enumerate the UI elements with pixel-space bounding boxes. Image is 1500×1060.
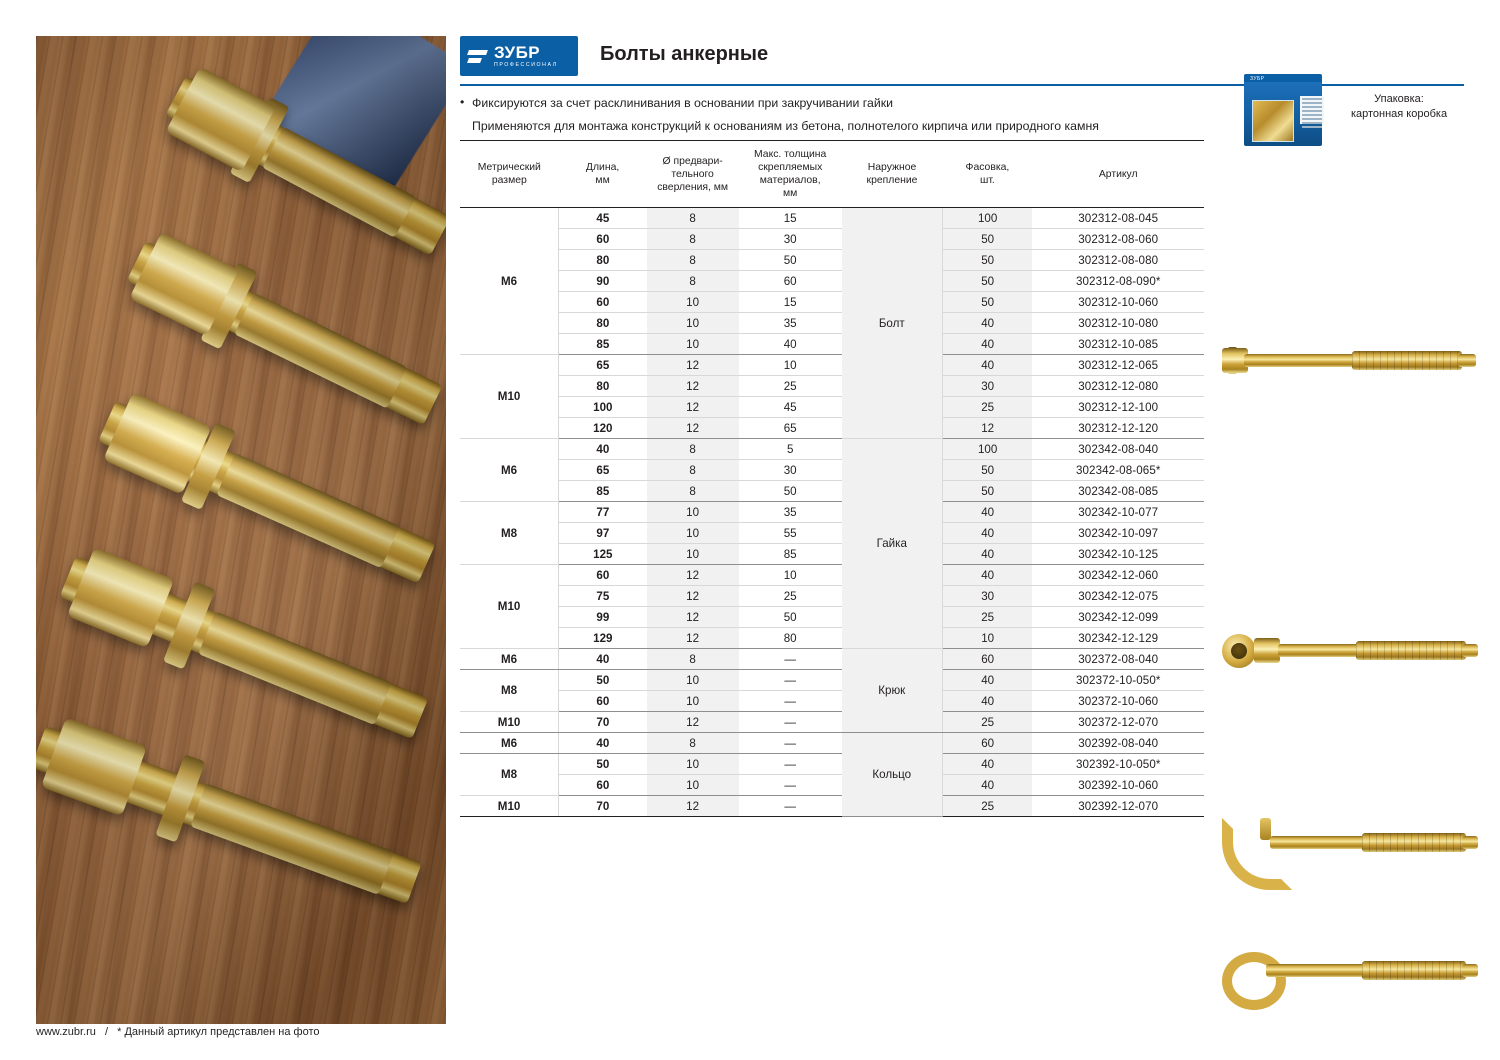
cell-pack-qty: 100 <box>942 439 1032 460</box>
cell-metric-size: M6 <box>460 208 559 355</box>
cell-pack-qty: 30 <box>942 586 1032 607</box>
cell-article: 302312-08-060 <box>1032 229 1204 250</box>
table-header-row <box>460 141 1204 208</box>
cell-drill-diameter: 10 <box>647 691 739 712</box>
cell-article: 302342-10-077 <box>1032 502 1204 523</box>
cell-pack-qty: 25 <box>942 796 1032 817</box>
cell-length: 75 <box>559 586 647 607</box>
table-row <box>460 292 1204 313</box>
col-article: Артикул <box>1032 141 1204 208</box>
cell-article: 302312-12-100 <box>1032 397 1204 418</box>
cell-drill-diameter: 12 <box>647 607 739 628</box>
cell-drill-diameter: 10 <box>647 544 739 565</box>
cell-length: 65 <box>559 355 647 376</box>
page-title: Болты анкерные <box>600 43 769 65</box>
cell-metric-size: M6 <box>460 733 559 754</box>
cell-drill-diameter: 12 <box>647 796 739 817</box>
cell-max-thickness: — <box>739 775 842 796</box>
cell-attachment-type: Гайка <box>842 439 943 649</box>
cell-metric-size: M6 <box>460 439 559 502</box>
cell-drill-diameter: 12 <box>647 355 739 376</box>
package-note <box>1334 92 1464 122</box>
cell-article: 302342-08-040 <box>1032 439 1204 460</box>
table-row <box>460 376 1204 397</box>
package-note-line-1: Упаковка: <box>1374 93 1424 105</box>
cell-length: 125 <box>559 544 647 565</box>
specification-table <box>460 140 1204 817</box>
cell-length: 100 <box>559 397 647 418</box>
cell-pack-qty: 50 <box>942 292 1032 313</box>
cell-max-thickness: 50 <box>739 607 842 628</box>
cell-drill-diameter: 12 <box>647 565 739 586</box>
cell-max-thickness: 40 <box>739 334 842 355</box>
cell-metric-size: M10 <box>460 355 559 439</box>
cell-drill-diameter: 12 <box>647 376 739 397</box>
cell-max-thickness: 15 <box>739 292 842 313</box>
cell-pack-qty: 40 <box>942 523 1032 544</box>
cell-pack-qty: 50 <box>942 460 1032 481</box>
cell-max-thickness: 50 <box>739 481 842 502</box>
product-image-bolt-nut <box>1222 620 1480 680</box>
cell-length: 45 <box>559 208 647 229</box>
cell-max-thickness: 60 <box>739 271 842 292</box>
cell-max-thickness: — <box>739 712 842 733</box>
cell-article: 302312-12-080 <box>1032 376 1204 397</box>
table-row <box>460 481 1204 502</box>
cell-pack-qty: 25 <box>942 712 1032 733</box>
cell-metric-size: M8 <box>460 502 559 565</box>
table-row <box>460 544 1204 565</box>
cell-drill-diameter: 12 <box>647 397 739 418</box>
brand-name: ЗУБР <box>494 42 541 62</box>
table-row <box>460 607 1204 628</box>
cell-max-thickness: 30 <box>739 460 842 481</box>
table-row <box>460 334 1204 355</box>
cell-max-thickness: 35 <box>739 313 842 334</box>
cell-drill-diameter: 10 <box>647 523 739 544</box>
cell-max-thickness: 10 <box>739 565 842 586</box>
cell-drill-diameter: 8 <box>647 733 739 754</box>
cell-metric-size: M10 <box>460 712 559 733</box>
cell-article: 302342-12-129 <box>1032 628 1204 649</box>
cell-drill-diameter: 12 <box>647 712 739 733</box>
cell-drill-diameter: 10 <box>647 334 739 355</box>
cell-max-thickness: — <box>739 649 842 670</box>
cell-max-thickness: 55 <box>739 523 842 544</box>
cell-max-thickness: 35 <box>739 502 842 523</box>
zubr-mark-icon <box>466 44 490 68</box>
cell-drill-diameter: 8 <box>647 481 739 502</box>
cell-pack-qty: 40 <box>942 544 1032 565</box>
table-row <box>460 355 1204 376</box>
cell-article: 302342-08-065* <box>1032 460 1204 481</box>
cell-length: 60 <box>559 691 647 712</box>
product-image-bolt-ring <box>1222 940 1480 1000</box>
table-row <box>460 418 1204 439</box>
table-row <box>460 250 1204 271</box>
cell-article: 302372-10-050* <box>1032 670 1204 691</box>
cell-pack-qty: 50 <box>942 481 1032 502</box>
description-bullet-1: • Фиксируются за счет расклинивания в основании при закручивании гайки <box>460 94 1330 113</box>
cell-drill-diameter: 12 <box>647 418 739 439</box>
cell-pack-qty: 60 <box>942 733 1032 754</box>
cell-metric-size: M6 <box>460 649 559 670</box>
cell-pack-qty: 40 <box>942 502 1032 523</box>
cell-length: 40 <box>559 733 647 754</box>
cell-max-thickness: 85 <box>739 544 842 565</box>
cell-max-thickness: — <box>739 691 842 712</box>
cell-length: 60 <box>559 565 647 586</box>
footer-separator: / <box>104 1026 109 1038</box>
cell-max-thickness: 50 <box>739 250 842 271</box>
cell-max-thickness: — <box>739 796 842 817</box>
col-attachment: Наружное крепление <box>842 141 943 208</box>
cell-pack-qty: 50 <box>942 229 1032 250</box>
col-metric-size: Метрический размер <box>460 141 559 208</box>
cell-metric-size: M8 <box>460 754 559 796</box>
cell-length: 50 <box>559 670 647 691</box>
cell-length: 70 <box>559 796 647 817</box>
cell-pack-qty: 40 <box>942 355 1032 376</box>
table-row <box>460 502 1204 523</box>
cell-article: 302372-12-070 <box>1032 712 1204 733</box>
cell-article: 302312-10-085 <box>1032 334 1204 355</box>
cell-max-thickness: 15 <box>739 208 842 229</box>
table-row <box>460 691 1204 712</box>
footer-website[interactable]: www.zubr.ru <box>36 1026 96 1038</box>
cell-metric-size: M8 <box>460 670 559 712</box>
cell-length: 80 <box>559 313 647 334</box>
cell-max-thickness: 25 <box>739 376 842 397</box>
cell-article: 302392-10-060 <box>1032 775 1204 796</box>
cell-drill-diameter: 8 <box>647 250 739 271</box>
cell-pack-qty: 40 <box>942 670 1032 691</box>
cell-pack-qty: 40 <box>942 334 1032 355</box>
table-row <box>460 565 1204 586</box>
col-max-thickness: Макс. толщина скрепляемых материалов, мм <box>739 141 842 208</box>
table-row <box>460 649 1204 670</box>
product-photo <box>36 36 446 1024</box>
cell-drill-diameter: 12 <box>647 628 739 649</box>
cell-pack-qty: 25 <box>942 607 1032 628</box>
cell-article: 302392-12-070 <box>1032 796 1204 817</box>
cell-length: 50 <box>559 754 647 775</box>
cell-pack-qty: 60 <box>942 649 1032 670</box>
col-length: Длина, мм <box>559 141 647 208</box>
cell-article: 302342-12-060 <box>1032 565 1204 586</box>
table-row <box>460 460 1204 481</box>
description-block <box>460 94 1330 136</box>
cell-attachment-type: Болт <box>842 208 943 439</box>
table-row <box>460 271 1204 292</box>
package-note-line-2: картонная коробка <box>1350 107 1448 120</box>
cell-article: 302312-12-120 <box>1032 418 1204 439</box>
cell-article: 302342-12-075 <box>1032 586 1204 607</box>
cell-max-thickness: 10 <box>739 355 842 376</box>
table-row <box>460 796 1204 817</box>
cell-pack-qty: 10 <box>942 628 1032 649</box>
cell-max-thickness: 30 <box>739 229 842 250</box>
cell-length: 65 <box>559 460 647 481</box>
cell-pack-qty: 40 <box>942 565 1032 586</box>
cell-drill-diameter: 8 <box>647 460 739 481</box>
cell-length: 70 <box>559 712 647 733</box>
cell-metric-size: M10 <box>460 796 559 817</box>
cell-article: 302312-08-080 <box>1032 250 1204 271</box>
cell-drill-diameter: 10 <box>647 313 739 334</box>
col-drill-diameter: Ø предвари- тельного сверления, мм <box>647 141 739 208</box>
cell-attachment-type: Крюк <box>842 649 943 733</box>
cell-max-thickness: 25 <box>739 586 842 607</box>
cell-pack-qty: 25 <box>942 397 1032 418</box>
table-row <box>460 670 1204 691</box>
cell-pack-qty: 40 <box>942 775 1032 796</box>
cell-length: 80 <box>559 376 647 397</box>
cell-length: 99 <box>559 607 647 628</box>
cell-max-thickness: 5 <box>739 439 842 460</box>
cell-length: 97 <box>559 523 647 544</box>
cell-max-thickness: — <box>739 733 842 754</box>
cell-article: 302312-10-080 <box>1032 313 1204 334</box>
cell-length: 129 <box>559 628 647 649</box>
table-row <box>460 712 1204 733</box>
cell-max-thickness: 45 <box>739 397 842 418</box>
product-image-bolt-hex <box>1222 330 1480 390</box>
table-row <box>460 523 1204 544</box>
cell-article: 302342-10-125 <box>1032 544 1204 565</box>
table-row <box>460 439 1204 460</box>
cell-article: 302392-08-040 <box>1032 733 1204 754</box>
table-row <box>460 397 1204 418</box>
cell-pack-qty: 40 <box>942 691 1032 712</box>
cell-drill-diameter: 12 <box>647 586 739 607</box>
cell-article: 302342-12-099 <box>1032 607 1204 628</box>
cell-pack-qty: 50 <box>942 271 1032 292</box>
cell-drill-diameter: 8 <box>647 271 739 292</box>
table-row <box>460 208 1204 229</box>
cell-length: 40 <box>559 649 647 670</box>
cell-article: 302342-10-097 <box>1032 523 1204 544</box>
cell-article: 302312-10-060 <box>1032 292 1204 313</box>
table-row <box>460 313 1204 334</box>
cell-max-thickness: 80 <box>739 628 842 649</box>
cell-pack-qty: 40 <box>942 754 1032 775</box>
cell-article: 302312-12-065 <box>1032 355 1204 376</box>
cell-article: 302392-10-050* <box>1032 754 1204 775</box>
cell-max-thickness: — <box>739 670 842 691</box>
description-line-2: Применяются для монтажа конструкций к основаниям из бетона, полнотелого кирпича или природного камня <box>472 119 1099 134</box>
cell-length: 120 <box>559 418 647 439</box>
cell-pack-qty: 100 <box>942 208 1032 229</box>
package-brand-label: ЗУБР <box>1250 76 1265 82</box>
footer <box>36 1026 319 1038</box>
cell-drill-diameter: 10 <box>647 754 739 775</box>
cell-attachment-type: Кольцо <box>842 733 943 817</box>
cell-drill-diameter: 8 <box>647 208 739 229</box>
cell-length: 85 <box>559 481 647 502</box>
table-row <box>460 733 1204 754</box>
cell-drill-diameter: 8 <box>647 439 739 460</box>
cell-length: 60 <box>559 775 647 796</box>
cell-pack-qty: 12 <box>942 418 1032 439</box>
table-row <box>460 754 1204 775</box>
table-row <box>460 775 1204 796</box>
table-row <box>460 628 1204 649</box>
zubr-logo <box>460 36 578 76</box>
cell-length: 40 <box>559 439 647 460</box>
cell-length: 80 <box>559 250 647 271</box>
cell-pack-qty: 50 <box>942 250 1032 271</box>
cell-pack-qty: 40 <box>942 313 1032 334</box>
cell-max-thickness: 65 <box>739 418 842 439</box>
col-pack-qty: Фасовка, шт. <box>942 141 1032 208</box>
table-body <box>460 208 1204 817</box>
table-row <box>460 229 1204 250</box>
package-box-image <box>1244 74 1328 152</box>
cell-drill-diameter: 8 <box>647 229 739 250</box>
cell-max-thickness: — <box>739 754 842 775</box>
brand-subtitle: ПРОФЕССИОНАЛ <box>494 61 558 68</box>
cell-drill-diameter: 10 <box>647 670 739 691</box>
cell-length: 90 <box>559 271 647 292</box>
cell-drill-diameter: 10 <box>647 502 739 523</box>
cell-drill-diameter: 8 <box>647 649 739 670</box>
cell-pack-qty: 30 <box>942 376 1032 397</box>
cell-length: 85 <box>559 334 647 355</box>
cell-length: 60 <box>559 292 647 313</box>
table-row <box>460 586 1204 607</box>
cell-article: 302372-08-040 <box>1032 649 1204 670</box>
cell-article: 302372-10-060 <box>1032 691 1204 712</box>
cell-article: 302342-08-085 <box>1032 481 1204 502</box>
cell-length: 77 <box>559 502 647 523</box>
cell-article: 302312-08-045 <box>1032 208 1204 229</box>
cell-article: 302312-08-090* <box>1032 271 1204 292</box>
footer-note: * Данный артикул представлен на фото <box>117 1026 320 1038</box>
cell-drill-diameter: 10 <box>647 775 739 796</box>
cell-length: 60 <box>559 229 647 250</box>
cell-drill-diameter: 10 <box>647 292 739 313</box>
product-image-bolt-hook <box>1222 812 1480 872</box>
cell-metric-size: M10 <box>460 565 559 649</box>
